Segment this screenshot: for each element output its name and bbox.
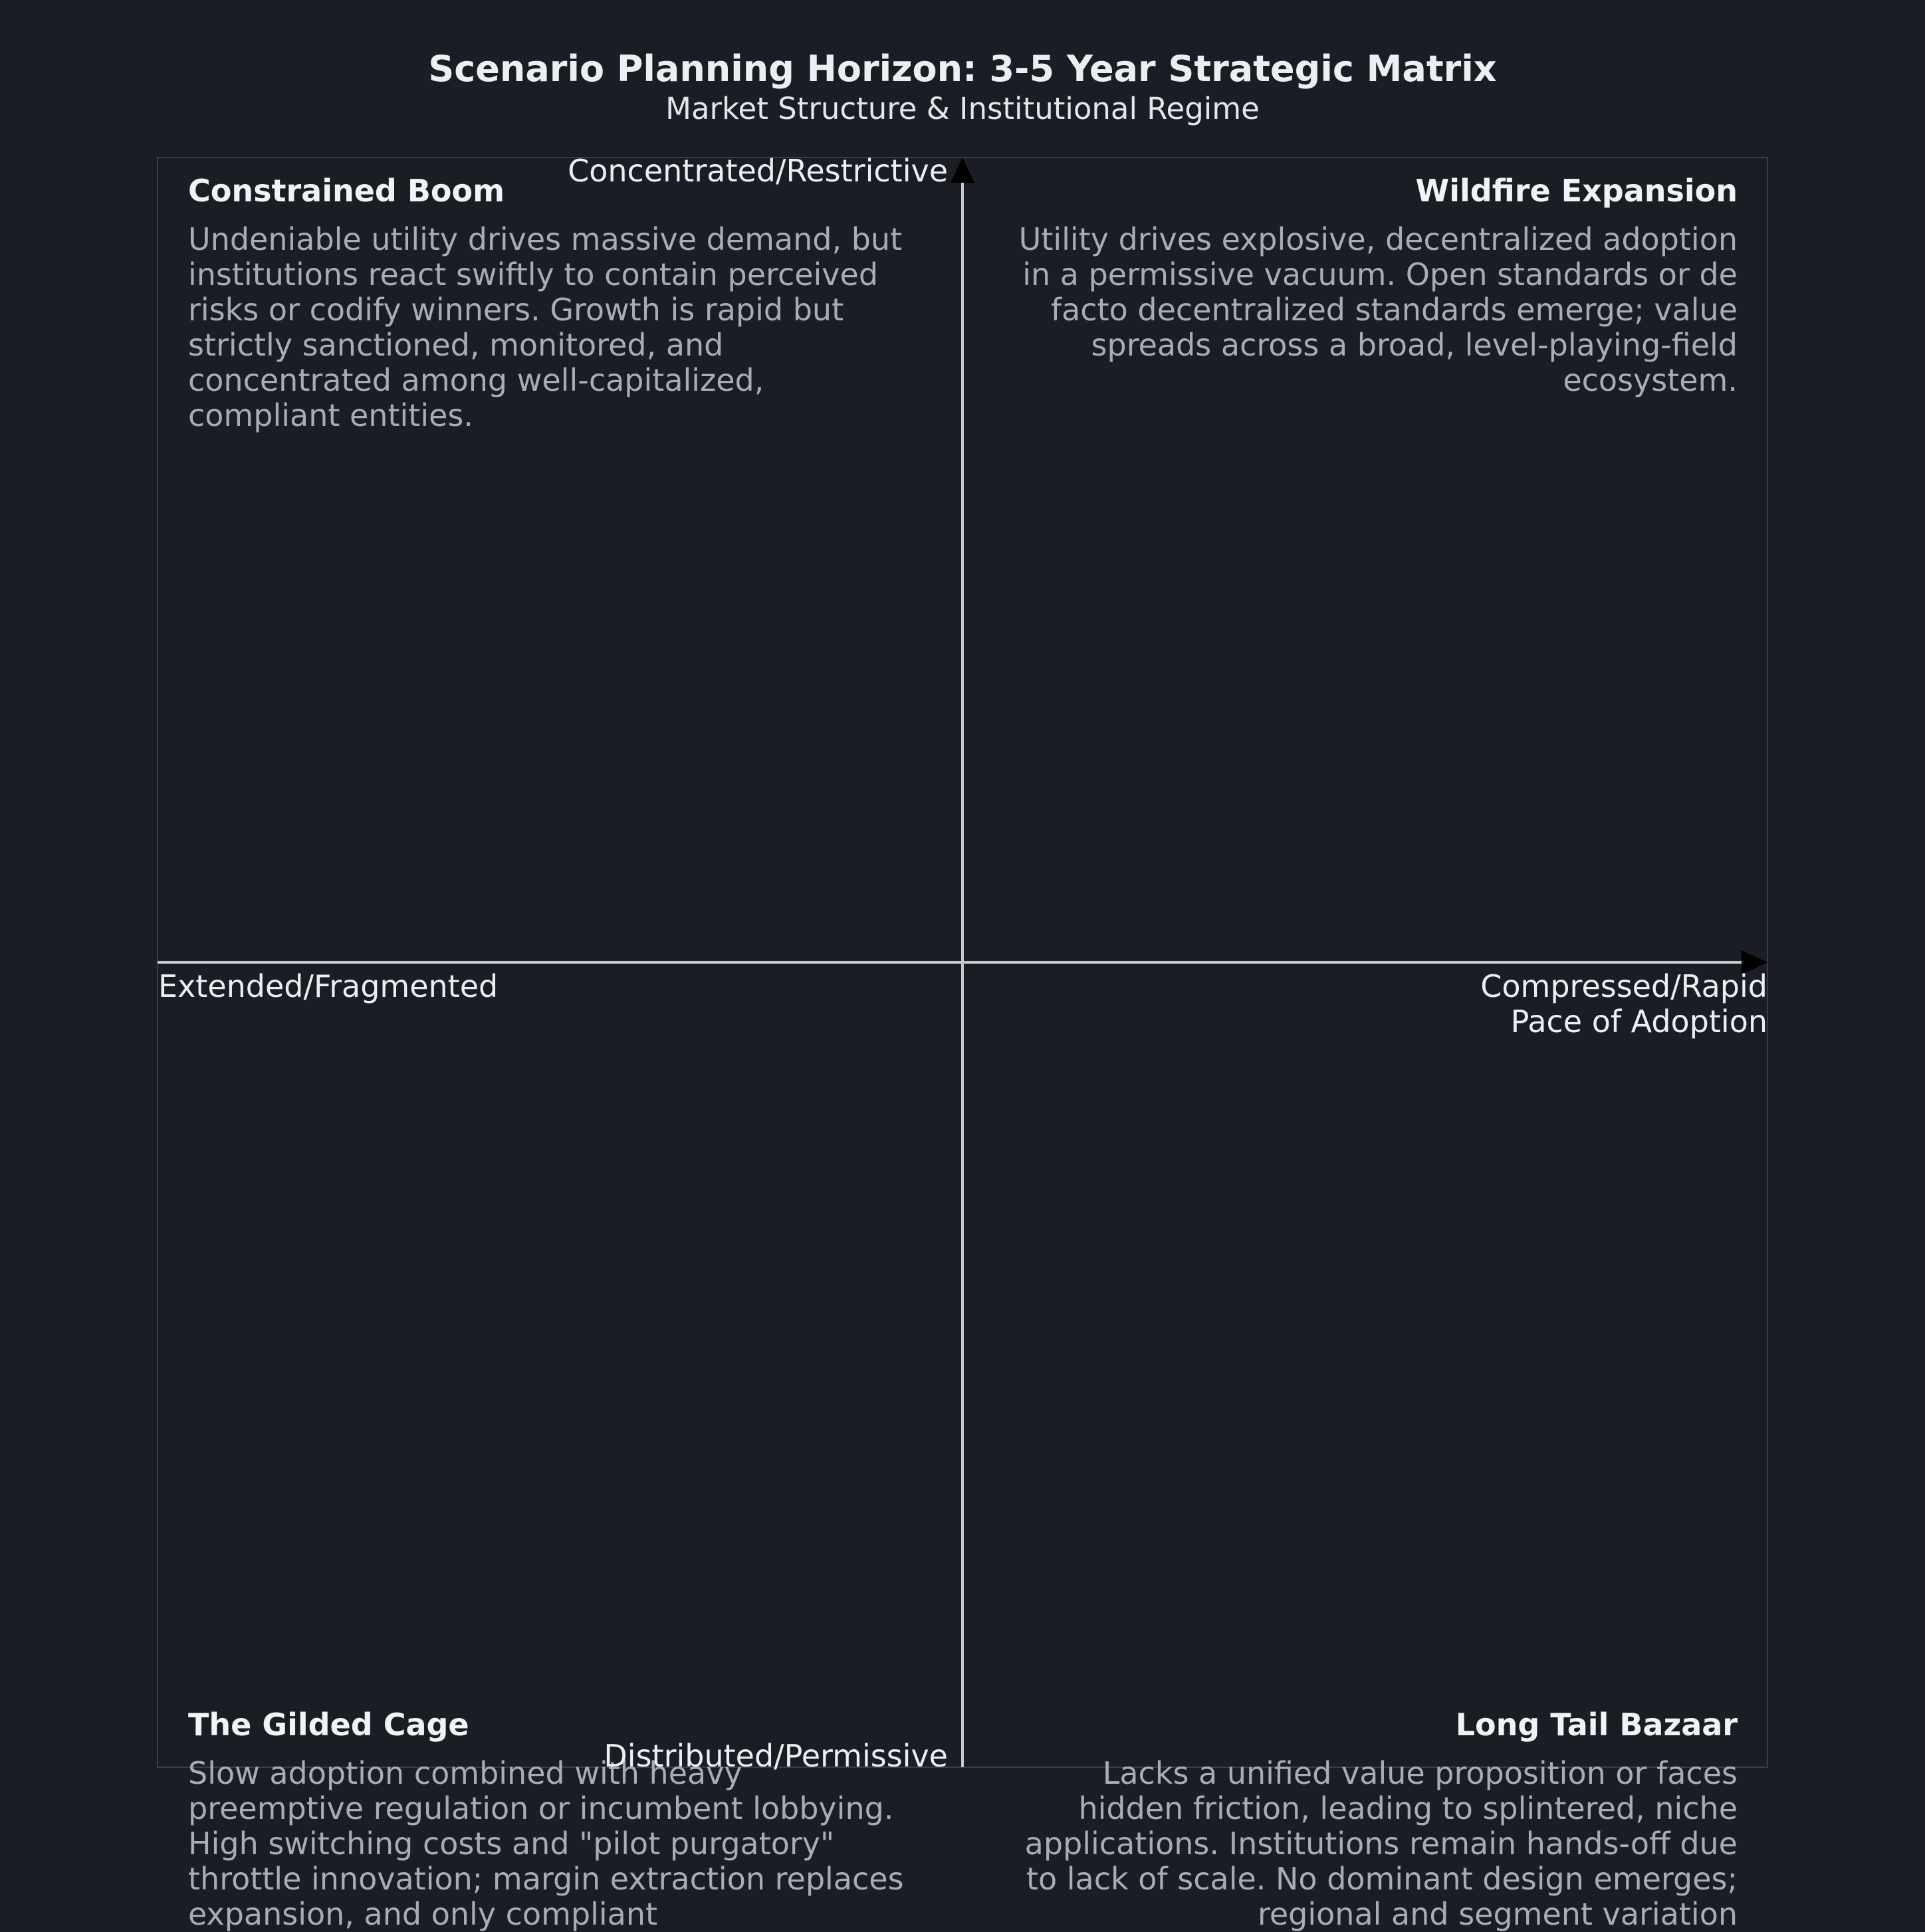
x-axis-left-label: Extended/Fragmented xyxy=(158,968,499,1004)
quadrant-title: Long Tail Bazaar xyxy=(1455,1707,1738,1743)
y-axis-bottom-label: Distributed/Permissive xyxy=(604,1738,948,1774)
quadrant-top-right xyxy=(1013,171,1738,398)
quadrant-description: Undeniable utility drives massive demand, but institutions react swiftly to contain perceived risks or codify winners. Growth is rapid but strictly sanctioned, monitored, and concentrated among well-capitalized, compliant entities. xyxy=(188,221,903,433)
quadrant-description: Utility drives explosive, decentralized adoption in a permissive vacuum. Open standards or de facto decentralized standards emerge; value spreads across a broad, level-playing-field ecosystem. xyxy=(1018,221,1738,398)
page-subtitle: Market Structure & Institutional Regime xyxy=(665,91,1260,126)
page-title: Scenario Planning Horizon: 3-5 Year Strategic Matrix xyxy=(428,48,1497,90)
quadrant-title: Constrained Boom xyxy=(188,173,505,209)
quadrant-description: Slow adoption combined with heavy preemptive regulation or incumbent lobbying. High switching costs and "pilot purgatory" throttle innovation; margin extraction replaces expansion, and only compliant xyxy=(188,1755,904,1932)
quadrant-bottom-right xyxy=(1013,1705,1738,1932)
vertical-axis-arrowhead xyxy=(951,158,974,183)
x-axis-title: Pace of Adoption xyxy=(1510,1004,1767,1039)
quadrant-top-left xyxy=(188,171,913,433)
quadrant-description: Lacks a unified value proposition or faces hidden friction, leading to splintered, niche applications. Institutions remain hands-off due to lack of scale. No dominant design emerges; regional and segment variation xyxy=(1024,1755,1738,1932)
x-axis-right-end-label: Compressed/Rapid xyxy=(1480,968,1767,1004)
quadrant-title: The Gilded Cage xyxy=(188,1707,469,1743)
x-axis-right-label xyxy=(1480,969,1767,1039)
y-axis-top-label: Concentrated/Restrictive xyxy=(568,153,948,189)
quadrant-title: Wildfire Expansion xyxy=(1415,173,1738,209)
